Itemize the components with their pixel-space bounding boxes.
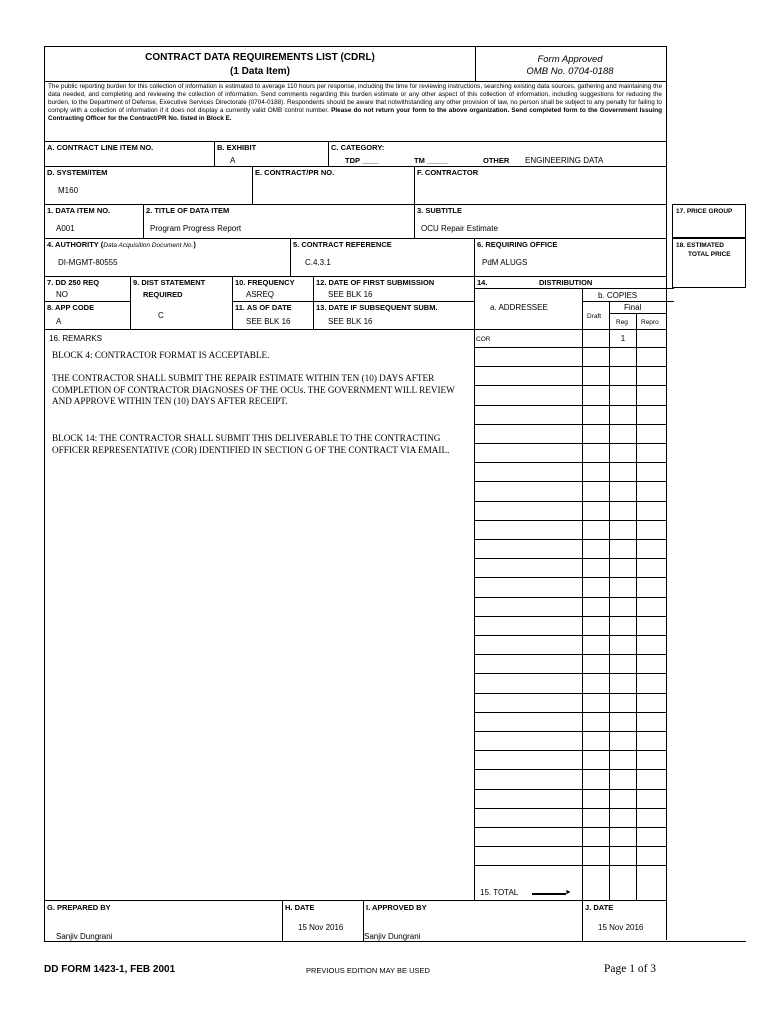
distribution-row-line (474, 693, 666, 694)
item-5-label: 5. CONTRACT REFERENCE (293, 240, 392, 249)
block-g-value[interactable]: Sanjiv Dungrani (56, 932, 113, 941)
item-3-value[interactable]: OCU Repair Estimate (421, 224, 498, 233)
item-2-value[interactable]: Program Progress Report (150, 224, 242, 233)
distribution-row-line (474, 462, 666, 463)
distribution-row-line (474, 635, 666, 636)
repro-heading: Repro (641, 319, 659, 326)
form-approved: Form Approved (537, 54, 603, 65)
block-c-label: C. CATEGORY: (331, 143, 385, 152)
item-9-label-2: REQUIRED (143, 290, 183, 299)
item-12-value[interactable]: SEE BLK 16 (328, 290, 373, 299)
form-title: CONTRACT DATA REQUIREMENTS LIST (CDRL) (145, 52, 375, 63)
distribution-row-line (474, 827, 666, 828)
item-5-value[interactable]: C.4.3.1 (305, 258, 331, 267)
item-4-label: 4. AUTHORITY (Data Acquisition Document No.) (47, 240, 196, 249)
remarks-paragraph-1[interactable]: BLOCK 4: CONTRACTOR FORMAT IS ACCEPTABLE. (52, 350, 270, 360)
block-j-label: J. DATE (585, 903, 614, 912)
item-10-label: 10. FREQUENCY (235, 278, 295, 287)
block-c-other[interactable]: OTHER (483, 156, 510, 165)
block-c-tm[interactable]: TM _____ (414, 156, 448, 165)
total-arrow-icon (532, 893, 566, 895)
item-14-label: 14. (477, 278, 488, 287)
remarks-paragraph-3[interactable]: BLOCK 14: THE CONTRACTOR SHALL SUBMIT THIS DELIVERABLE TO THE CONTRACTING OFFICER REPRESENTATIVE (COR) IDENTIFIED IN SECTION G OF THE CONTRACT VIA EMAIL. (52, 433, 450, 455)
burden-statement: The public reporting burden for this collection of information is estimated to average 110 hours per response, including the time for reviewing instructions, searching existing data sources, gathering and maintaining the data needed, and completing and reviewing the collection of information. Send comments regarding this burden estimate or any other aspect of this collection of information, including suggestions for reducing the burden, to the Department of Defense, Executive Services Directorate (0704-0188). Respondents should be aware that notwithstanding any other provision of law, no person shall be subject to any penalty for failing to comply with a collection of information if it does not display a currently valid OMB control number. Please do not return your form to the above organization. Send completed form to the Government Issuing Contracting Officer for the Contract/PR No. listed in Block E. (48, 83, 663, 123)
block-i-value[interactable]: Sanjiv Dungrani (364, 932, 421, 941)
block-c-value[interactable]: ENGINEERING DATA (525, 156, 604, 165)
distribution-row-line (474, 405, 666, 406)
distribution-row-line (474, 731, 666, 732)
item-4-value[interactable]: DI-MGMT-80555 (58, 258, 118, 267)
item-16-label: 16. REMARKS (49, 334, 102, 343)
item-3-label: 3. SUBTITLE (417, 206, 463, 215)
block-h-label: H. DATE (285, 903, 315, 912)
page-number: Page 1 of 3 (604, 963, 657, 975)
item-13-label: 13. DATE IF SUBSEQUENT SUBM. (316, 303, 438, 312)
block-e-label: E. CONTRACT/PR NO. (255, 168, 335, 177)
item-15-label: 15. TOTAL (480, 888, 519, 897)
item-9-label: 9. DIST STATEMENT (133, 278, 206, 287)
block-a-label: A. CONTRACT LINE ITEM NO. (47, 143, 154, 152)
distribution-row-addressee[interactable]: COR (476, 336, 491, 343)
distribution-row-line (474, 385, 666, 386)
final-heading: Final (624, 303, 642, 312)
distribution-row-line (474, 846, 666, 847)
distribution-row-line (474, 712, 666, 713)
item-7-value[interactable]: NO (56, 290, 68, 299)
item-13-value[interactable]: SEE BLK 16 (328, 317, 373, 326)
draft-heading: Draft (587, 313, 602, 320)
item-1-value[interactable]: A001 (56, 224, 75, 233)
distribution-row-line (474, 520, 666, 521)
distribution-row-line (474, 769, 666, 770)
distribution-row-line (474, 789, 666, 790)
distribution-row-line (474, 865, 666, 866)
item-11-value[interactable]: SEE BLK 16 (246, 317, 291, 326)
block-c-tdp[interactable]: TDP ____ (345, 156, 379, 165)
form-subtitle: (1 Data Item) (229, 66, 290, 77)
distribution-row-line (474, 577, 666, 578)
block-i-label: I. APPROVED BY (366, 903, 427, 912)
block-b-label: B. EXHIBIT (217, 143, 257, 152)
distribution-row-line (474, 481, 666, 482)
item-9-value[interactable]: C (158, 311, 164, 320)
distribution-row-line (474, 750, 666, 751)
distribution-row-line (474, 558, 666, 559)
previous-edition-note: PREVIOUS EDITION MAY BE USED (306, 966, 430, 975)
item-8-label: 8. APP CODE (47, 303, 95, 312)
item-1-label: 1. DATA ITEM NO. (47, 206, 111, 215)
item-12-label: 12. DATE OF FIRST SUBMISSION (316, 278, 435, 287)
omb-number: OMB No. 0704-0188 (526, 66, 614, 77)
distribution-heading: DISTRIBUTION (539, 278, 593, 287)
item-11-label: 11. AS OF DATE (235, 303, 292, 312)
item-8-value[interactable]: A (56, 317, 62, 326)
block-h-value[interactable]: 15 Nov 2016 (298, 923, 344, 932)
distribution-row-line (474, 654, 666, 655)
block-d-value[interactable]: M160 (58, 186, 79, 195)
item-2-label: 2. TITLE OF DATA ITEM (146, 206, 230, 215)
distribution-row-line (474, 616, 666, 617)
distribution-row-reg[interactable]: 1 (620, 334, 626, 343)
item-7-label: 7. DD 250 REQ (47, 278, 100, 287)
block-f-label: F. CONTRACTOR (417, 168, 479, 177)
total-arrowhead-icon: ► (565, 889, 572, 896)
block-j-value[interactable]: 15 Nov 2016 (598, 923, 644, 932)
copies-heading: b. COPIES (598, 291, 638, 300)
distribution-row-line (474, 443, 666, 444)
item-17-label: 17. PRICE GROUP (676, 208, 733, 215)
form-number: DD FORM 1423-1, FEB 2001 (44, 964, 176, 975)
distribution-row-line (474, 501, 666, 502)
distribution-row-line (474, 347, 666, 348)
distribution-row-line (474, 597, 666, 598)
item-18-label-2: TOTAL PRICE (688, 251, 731, 258)
distribution-row-line (474, 424, 666, 425)
remarks-paragraph-2[interactable]: THE CONTRACTOR SHALL SUBMIT THE REPAIR ESTIMATE WITHIN TEN (10) DAYS AFTER COMPLETION OF CONTRACTOR DIAGNOSES OF THE OCUs. THE GOVERNMENT WILL REVIEW AND APPROVE WITHIN TEN (10) DAYS AFTER RECEIPT. (52, 373, 455, 407)
item-6-label: 6. REQUIRING OFFICE (477, 240, 558, 249)
addressee-heading: a. ADDRESSEE (490, 303, 548, 312)
reg-heading: Reg (616, 319, 628, 326)
distribution-row-line (474, 539, 666, 540)
distribution-row-line (474, 366, 666, 367)
item-6-value[interactable]: PdM ALUGS (482, 258, 528, 267)
item-10-value[interactable]: ASREQ (246, 290, 275, 299)
distribution-row-line (474, 808, 666, 809)
block-b-value[interactable]: A (230, 156, 236, 165)
block-g-label: G. PREPARED BY (47, 903, 111, 912)
block-d-label: D. SYSTEM/ITEM (47, 168, 108, 177)
distribution-row-line (474, 673, 666, 674)
item-18-label: 18. ESTIMATED (676, 242, 724, 249)
